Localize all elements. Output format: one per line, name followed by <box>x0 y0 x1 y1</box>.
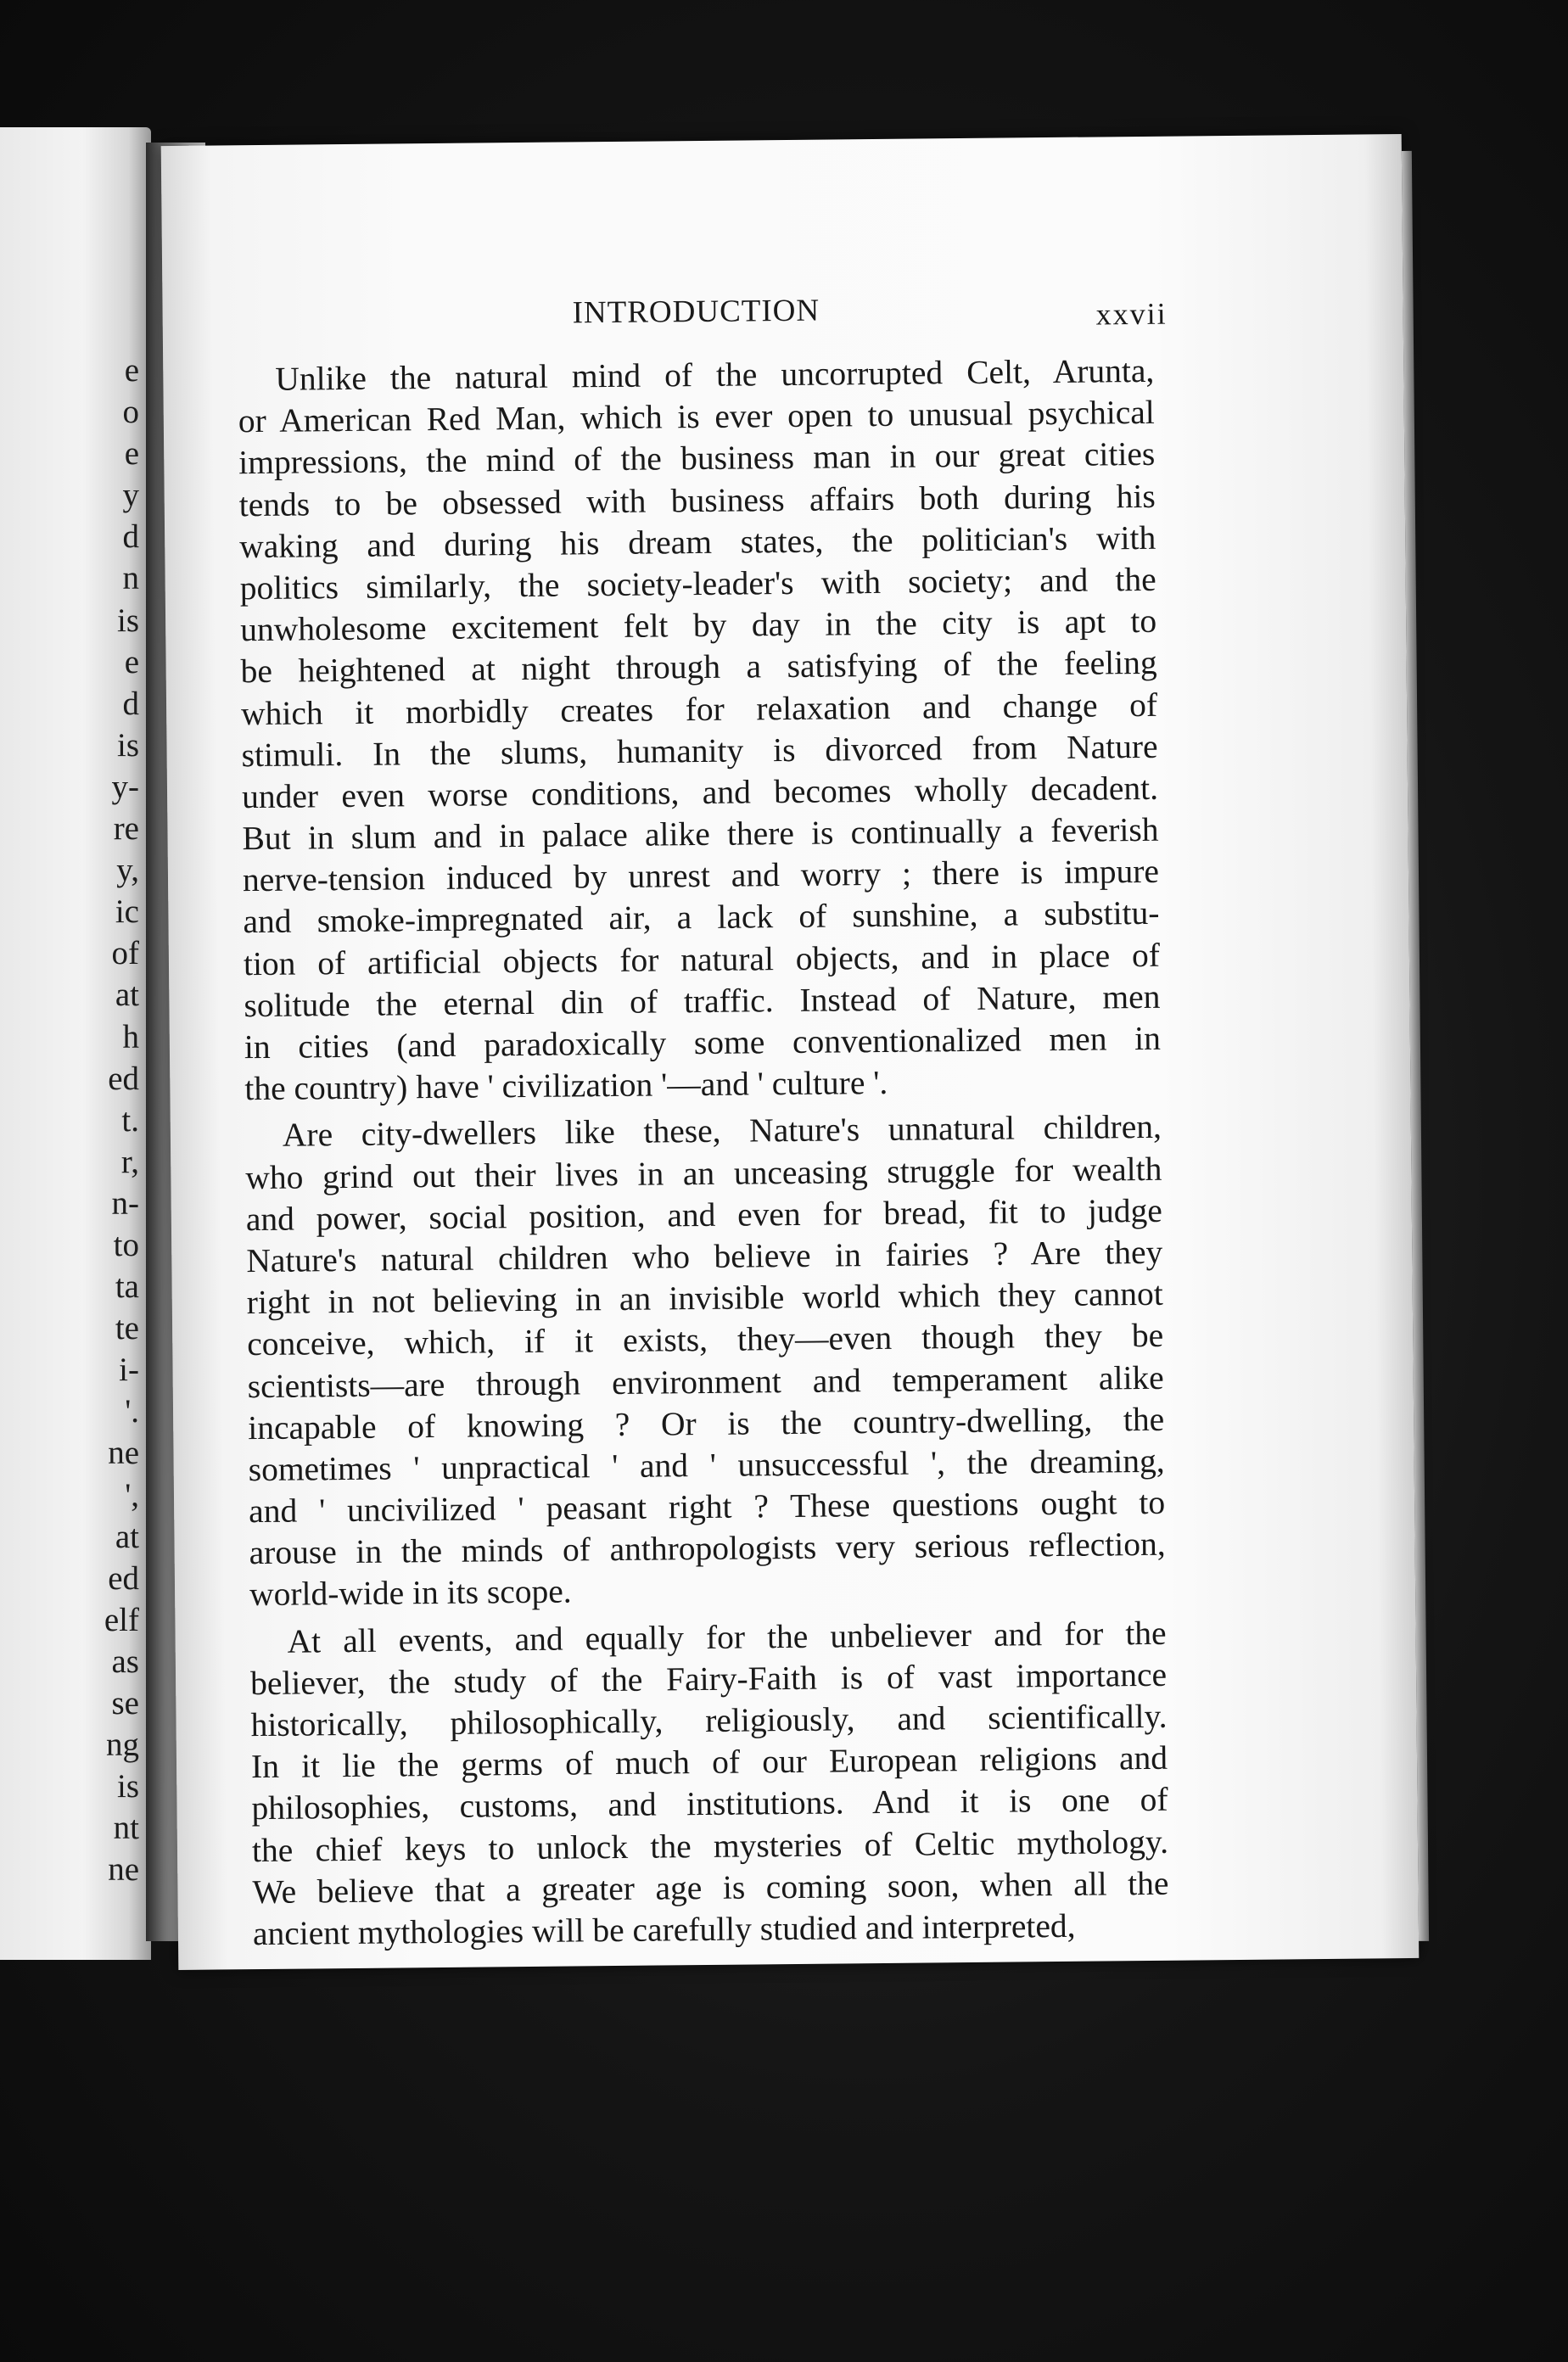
text-line: tion of artificial objects for natural objects, and in place of <box>243 936 1161 982</box>
paragraph <box>249 1612 1169 1955</box>
left-page-fragment: ed <box>108 1060 139 1097</box>
text-line: believer, the study of the Fairy-Faith is of vast importance <box>249 1655 1168 1702</box>
page-number: xxvii <box>1095 296 1168 332</box>
left-page-fragment: te <box>115 1310 139 1347</box>
left-page-fragment: re <box>113 810 139 848</box>
left-page-fragment: d <box>122 685 139 722</box>
text-line: politics similarly, the society-leader's with society; and the <box>239 560 1156 607</box>
text-line: Are city-dwellers like these, Nature's unnatural children, <box>282 1108 1162 1155</box>
left-page-fragment: d <box>122 518 139 556</box>
left-page-fragment: e <box>124 435 139 473</box>
left-page-fragment: r, <box>120 1143 139 1180</box>
left-page-fragment: e <box>124 643 139 680</box>
text-line: nerve-tension induced by unrest and worry ; there is impure <box>242 853 1160 899</box>
text-line: At all events, and equally for the unbeliever and for the <box>287 1614 1167 1660</box>
left-page-fragment: n <box>122 560 139 597</box>
left-page-fragment: t. <box>121 1101 139 1139</box>
text-line: Unlike the natural mind of the uncorrupted Celt, Arunta, <box>275 351 1155 398</box>
left-page-fragment: h <box>122 1018 139 1055</box>
text-line: But in slum and in palace alike there is continually a feverish <box>242 810 1159 858</box>
running-title: INTRODUCTION <box>572 293 820 331</box>
main-page <box>161 134 1420 1970</box>
text-line: which it morbidly creates for relaxation and change of <box>240 686 1158 732</box>
left-page-fragment: ta <box>115 1268 139 1306</box>
left-page-fragment: to <box>113 1226 139 1263</box>
left-page-fragment: n- <box>111 1184 139 1222</box>
text-line: under even worse conditions, and becomes wholly decadent. <box>241 769 1159 816</box>
text-line: ancient mythologies will be carefully studied and interpreted, <box>252 1906 1076 1953</box>
paragraph <box>238 350 1161 1111</box>
left-page-fragment: ne <box>108 1435 139 1472</box>
left-page <box>0 127 151 1960</box>
text-line: unwholesome excitement felt by day in the city is apt to <box>239 602 1157 649</box>
left-page-fragment: at <box>115 1518 139 1555</box>
text-line: the country) have ' civilization '—and ' culture '. <box>244 1064 888 1108</box>
text-line: stimuli. In the slums, humanity is divorced from Nature <box>241 727 1158 774</box>
left-page-fragment: at <box>115 977 139 1014</box>
paragraph <box>245 1106 1167 1616</box>
text-line: tends to be obsessed with business affairs both during his <box>238 477 1156 523</box>
text-line: and smoke-impregnated air, a lack of sunshine, a substitu- <box>243 894 1160 941</box>
left-page-fragment: nt <box>113 1810 139 1847</box>
left-page-fragment: '. <box>125 1393 139 1430</box>
left-page-fragment: of <box>111 935 139 972</box>
left-page-fragment: as <box>111 1643 139 1680</box>
text-line: world-wide in its scope. <box>249 1572 572 1614</box>
left-page-line-fragments <box>37 350 139 1890</box>
left-page-fragment: is <box>116 726 139 764</box>
left-page-fragment: ic <box>115 893 139 931</box>
text-line: impressions, the mind of the business man in our great cities <box>238 435 1156 482</box>
text-line: Nature's natural children who believe in fairies ? Are they <box>246 1233 1163 1280</box>
text-line: historically, philosophically, religiously, and scientifically. <box>250 1697 1168 1744</box>
left-page-fragment: y <box>122 477 139 514</box>
text-line: conceive, which, if it exists, they—even though they be <box>247 1317 1164 1363</box>
text-line: solitude the eternal din of traffic. Instead of Nature, men <box>244 977 1161 1024</box>
left-page-fragment: e <box>124 352 139 389</box>
text-line: who grind out their lives in an unceasing struggle for wealth <box>245 1150 1162 1196</box>
left-page-fragment: is <box>116 1768 139 1805</box>
left-page-fragment: is <box>116 602 139 639</box>
text-line: the chief keys to unlock the mysteries of Celtic mythology. <box>251 1822 1169 1869</box>
left-page-fragment: ne <box>108 1851 139 1889</box>
text-line: waking and during his dream states, the politician's with <box>239 518 1156 565</box>
text-line: right in not believing in an invisible world which they cannot <box>246 1274 1163 1322</box>
text-line: arouse in the minds of anthropologists very serious reflection, <box>249 1525 1166 1572</box>
left-page-fragment: ng <box>106 1727 139 1764</box>
text-line: philosophies, customs, and institutions. And it is one of <box>251 1781 1168 1827</box>
text-line: in cities (and paradoxically some conventionalized men in <box>244 1019 1162 1066</box>
left-page-fragment: elf <box>104 1601 139 1638</box>
text-line: or American Red Man, which is ever open to unusual psychical <box>238 394 1155 440</box>
text-line: We believe that a greater age is coming soon, when all the <box>252 1864 1169 1911</box>
left-page-fragment: ', <box>125 1476 139 1514</box>
text-line: scientists—are through environment and temperament alike <box>247 1358 1164 1405</box>
left-page-fragment: o <box>122 394 139 431</box>
text-line: sometimes ' unpractical ' and ' unsuccessful ', the dreaming, <box>248 1441 1165 1489</box>
text-line: incapable of knowing ? Or is the country-dwelling, the <box>248 1400 1165 1447</box>
left-page-fragment: i- <box>119 1352 139 1389</box>
text-line: be heightened at night through a satisfying of the feeling <box>240 644 1157 691</box>
left-page-fragment: se <box>111 1685 139 1721</box>
text-line: In it lie the germs of much of our European religions and <box>250 1738 1168 1786</box>
running-head <box>162 287 1403 341</box>
left-page-fragment: y- <box>111 768 139 805</box>
left-page-fragment: y, <box>116 852 139 889</box>
left-page-fragment: ed <box>108 1559 139 1597</box>
text-line: and power, social position, and even for bread, fit to judge <box>245 1191 1163 1238</box>
text-line: and ' uncivilized ' peasant right ? These questions ought to <box>248 1483 1166 1531</box>
body-text <box>238 350 1169 1955</box>
